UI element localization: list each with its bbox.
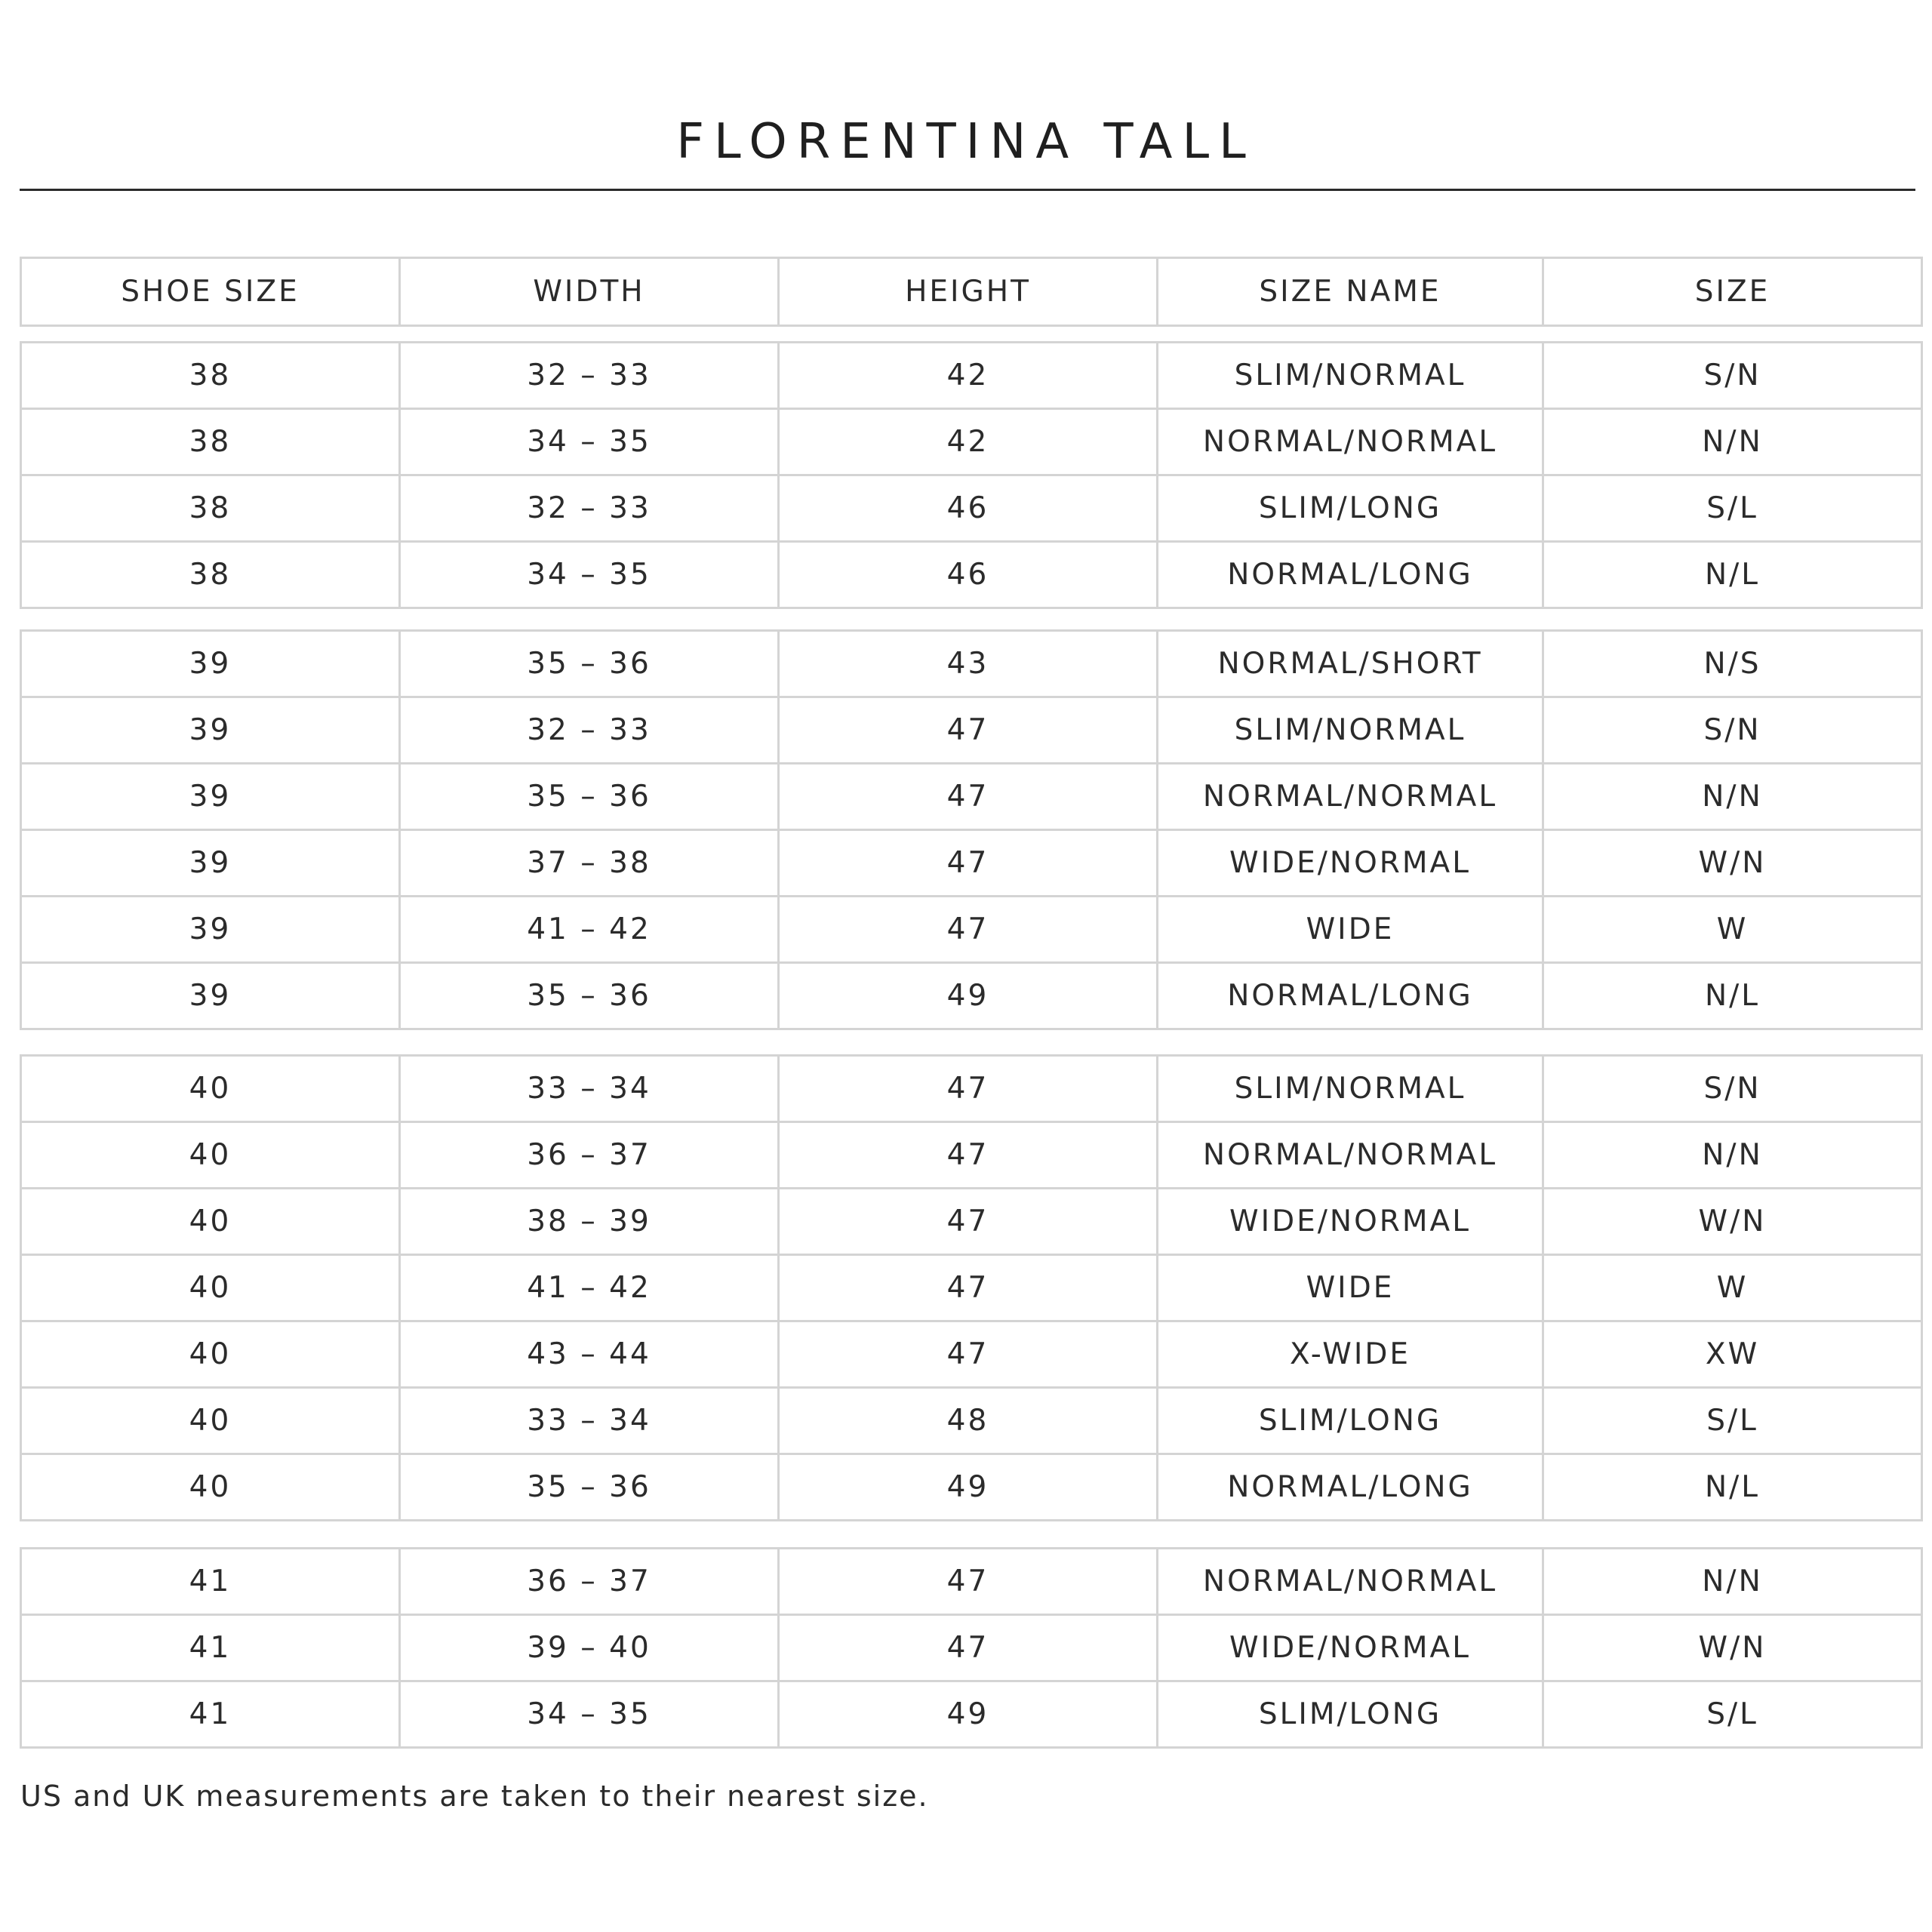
cell-height: 42 xyxy=(779,409,1158,475)
table-row xyxy=(21,963,1922,1029)
cell-width: 38 – 39 xyxy=(400,1189,779,1255)
cell-size: W/N xyxy=(1543,1615,1922,1681)
cell-size-name: WIDE/NORMAL xyxy=(1158,1189,1543,1255)
cell-size-name: X-WIDE xyxy=(1158,1321,1543,1388)
cell-shoe-size: 38 xyxy=(21,343,400,409)
cell-width: 35 – 36 xyxy=(400,963,779,1029)
cell-width: 32 – 33 xyxy=(400,697,779,764)
cell-width: 41 – 42 xyxy=(400,1255,779,1321)
cell-height: 47 xyxy=(779,1122,1158,1189)
table-row xyxy=(21,542,1922,608)
size-group-39 xyxy=(20,629,1923,1030)
size-group-41 xyxy=(20,1547,1923,1749)
cell-shoe-size: 39 xyxy=(21,631,400,697)
table-row xyxy=(21,1549,1922,1615)
cell-size: S/L xyxy=(1543,1681,1922,1748)
cell-size: N/N xyxy=(1543,1549,1922,1615)
cell-width: 33 – 34 xyxy=(400,1388,779,1454)
cell-height: 47 xyxy=(779,1615,1158,1681)
cell-size: S/N xyxy=(1543,1056,1922,1122)
cell-size-name: WIDE xyxy=(1158,1255,1543,1321)
cell-height: 42 xyxy=(779,343,1158,409)
cell-size: S/L xyxy=(1543,475,1922,542)
table-row xyxy=(21,697,1922,764)
cell-shoe-size: 40 xyxy=(21,1454,400,1521)
cell-width: 32 – 33 xyxy=(400,343,779,409)
cell-width: 41 – 42 xyxy=(400,897,779,963)
cell-shoe-size: 38 xyxy=(21,542,400,608)
table-row xyxy=(21,1454,1922,1521)
cell-width: 36 – 37 xyxy=(400,1122,779,1189)
table-row xyxy=(21,631,1922,697)
table-row xyxy=(21,830,1922,897)
cell-size: S/N xyxy=(1543,697,1922,764)
cell-size-name: SLIM/LONG xyxy=(1158,475,1543,542)
cell-shoe-size: 39 xyxy=(21,897,400,963)
size-group-40 xyxy=(20,1054,1923,1521)
table-row xyxy=(21,409,1922,475)
cell-width: 34 – 35 xyxy=(400,409,779,475)
table-row xyxy=(21,1255,1922,1321)
cell-shoe-size: 40 xyxy=(21,1388,400,1454)
cell-shoe-size: 38 xyxy=(21,409,400,475)
page-title: FLORENTINA TALL xyxy=(676,114,1256,170)
title-divider xyxy=(20,189,1915,191)
cell-size: N/L xyxy=(1543,1454,1922,1521)
cell-height: 46 xyxy=(779,475,1158,542)
header-height: HEIGHT xyxy=(779,258,1158,326)
cell-size-name: SLIM/NORMAL xyxy=(1158,1056,1543,1122)
cell-size: S/L xyxy=(1543,1388,1922,1454)
cell-height: 49 xyxy=(779,1681,1158,1748)
cell-height: 46 xyxy=(779,542,1158,608)
cell-size: N/N xyxy=(1543,1122,1922,1189)
cell-shoe-size: 40 xyxy=(21,1255,400,1321)
cell-size-name: WIDE/NORMAL xyxy=(1158,1615,1543,1681)
cell-height: 47 xyxy=(779,1549,1158,1615)
cell-height: 49 xyxy=(779,963,1158,1029)
cell-width: 33 – 34 xyxy=(400,1056,779,1122)
cell-size: W xyxy=(1543,897,1922,963)
cell-shoe-size: 40 xyxy=(21,1122,400,1189)
cell-size-name: WIDE/NORMAL xyxy=(1158,830,1543,897)
cell-size: N/N xyxy=(1543,409,1922,475)
cell-height: 47 xyxy=(779,1321,1158,1388)
cell-size-name: SLIM/LONG xyxy=(1158,1681,1543,1748)
cell-size: N/S xyxy=(1543,631,1922,697)
size-table-header xyxy=(20,257,1923,327)
cell-size-name: WIDE xyxy=(1158,897,1543,963)
header-width: WIDTH xyxy=(400,258,779,326)
cell-height: 47 xyxy=(779,1056,1158,1122)
cell-width: 37 – 38 xyxy=(400,830,779,897)
cell-width: 35 – 36 xyxy=(400,631,779,697)
cell-size-name: NORMAL/LONG xyxy=(1158,542,1543,608)
cell-shoe-size: 40 xyxy=(21,1056,400,1122)
cell-shoe-size: 41 xyxy=(21,1615,400,1681)
table-row xyxy=(21,897,1922,963)
header-size-name: SIZE NAME xyxy=(1158,258,1543,326)
size-group-38 xyxy=(20,341,1923,609)
cell-shoe-size: 39 xyxy=(21,830,400,897)
table-row xyxy=(21,1615,1922,1681)
cell-height: 47 xyxy=(779,897,1158,963)
cell-height: 48 xyxy=(779,1388,1158,1454)
cell-shoe-size: 40 xyxy=(21,1189,400,1255)
header-shoe-size: SHOE SIZE xyxy=(21,258,400,326)
cell-shoe-size: 39 xyxy=(21,697,400,764)
cell-size-name: NORMAL/NORMAL xyxy=(1158,409,1543,475)
table-row xyxy=(21,1189,1922,1255)
table-row xyxy=(21,1321,1922,1388)
table-row xyxy=(21,475,1922,542)
cell-size-name: NORMAL/NORMAL xyxy=(1158,764,1543,830)
table-row xyxy=(21,764,1922,830)
table-row xyxy=(21,1681,1922,1748)
cell-size: W/N xyxy=(1543,830,1922,897)
cell-size: W xyxy=(1543,1255,1922,1321)
cell-size: N/L xyxy=(1543,542,1922,608)
cell-height: 49 xyxy=(779,1454,1158,1521)
cell-shoe-size: 41 xyxy=(21,1549,400,1615)
cell-size-name: NORMAL/LONG xyxy=(1158,1454,1543,1521)
cell-size: W/N xyxy=(1543,1189,1922,1255)
cell-width: 36 – 37 xyxy=(400,1549,779,1615)
cell-height: 47 xyxy=(779,764,1158,830)
cell-shoe-size: 39 xyxy=(21,963,400,1029)
cell-size-name: NORMAL/SHORT xyxy=(1158,631,1543,697)
cell-width: 34 – 35 xyxy=(400,542,779,608)
cell-shoe-size: 40 xyxy=(21,1321,400,1388)
cell-height: 47 xyxy=(779,830,1158,897)
cell-width: 32 – 33 xyxy=(400,475,779,542)
cell-size: N/L xyxy=(1543,963,1922,1029)
footnote: US and UK measurements are taken to their nearest size. xyxy=(20,1780,929,1813)
cell-size: S/N xyxy=(1543,343,1922,409)
cell-size: XW xyxy=(1543,1321,1922,1388)
cell-shoe-size: 38 xyxy=(21,475,400,542)
cell-size-name: NORMAL/NORMAL xyxy=(1158,1122,1543,1189)
cell-size-name: NORMAL/NORMAL xyxy=(1158,1549,1543,1615)
cell-size-name: SLIM/NORMAL xyxy=(1158,697,1543,764)
cell-height: 47 xyxy=(779,1255,1158,1321)
cell-size-name: NORMAL/LONG xyxy=(1158,963,1543,1029)
cell-width: 43 – 44 xyxy=(400,1321,779,1388)
header-size: SIZE xyxy=(1543,258,1922,326)
cell-size: N/N xyxy=(1543,764,1922,830)
cell-height: 43 xyxy=(779,631,1158,697)
header-row xyxy=(21,258,1922,326)
table-row xyxy=(21,1122,1922,1189)
table-row xyxy=(21,1056,1922,1122)
cell-size-name: SLIM/NORMAL xyxy=(1158,343,1543,409)
cell-size-name: SLIM/LONG xyxy=(1158,1388,1543,1454)
cell-width: 35 – 36 xyxy=(400,1454,779,1521)
cell-shoe-size: 39 xyxy=(21,764,400,830)
table-row xyxy=(21,343,1922,409)
cell-width: 35 – 36 xyxy=(400,764,779,830)
cell-shoe-size: 41 xyxy=(21,1681,400,1748)
cell-width: 34 – 35 xyxy=(400,1681,779,1748)
cell-height: 47 xyxy=(779,697,1158,764)
table-row xyxy=(21,1388,1922,1454)
cell-width: 39 – 40 xyxy=(400,1615,779,1681)
cell-height: 47 xyxy=(779,1189,1158,1255)
